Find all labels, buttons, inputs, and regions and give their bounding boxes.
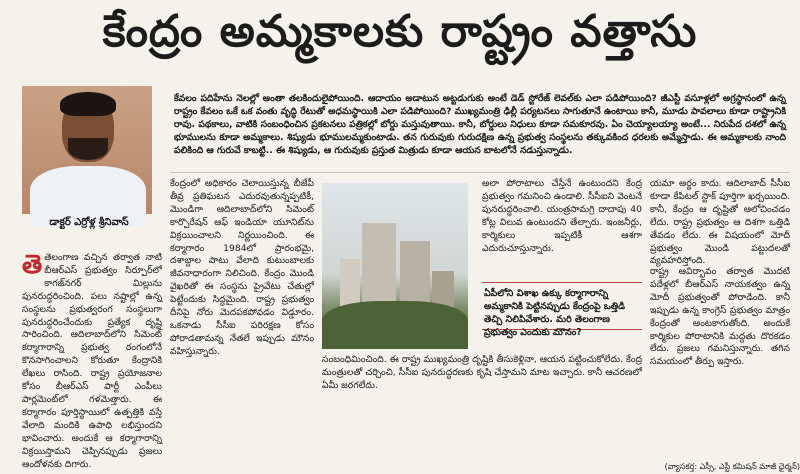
lead-paragraph: కేవలం పదిహేను నెలల్లో అంతా తలకిందులైపోయింది. ఆదాయం అడాటున అట్టడుగుకు అంటే డెడ్ స్టోరేజ్ లెవల్‌కు ఎలా పడిపోయింది? జీఎస్టీ వసూళ్లలో అగ్రస్థానంలో ఉన్న రాష్ట్రం కేవలం ఒకే ఒక వంతు వృద్ధి రేటుతో అధమస్థాయికి ఎలా పడిపోయింది? ముఖ్యమంత్రి ఢిల్లీ పర్యటనలు సాగుతూనే ఉంటాయి కానీ, మూడు పావలాలు కూడా రాష్ట్రానికి రావు. పథకాలు, వాటికి సంబంధించిన ప్రకటనలు పత్రికల్లో బోర్డు మస్తువుతాయి. కానీ, బోర్డులు నిధులు కూడా సమకూరవు. ఏం చెయ్యాలయ్యా అంటే... నిరుపేద దశలో ఉన్న భూములను కూడా అమ్మకాలు. శిష్యుడు భూములమ్మకుంటాడు. తన గురువుకు గురుదక్షిణ ఉన్న ప్రభుత్వ సంస్థలను తక్కువకింద ధరలకు అమ్మేస్తాడు. ఈ అమ్మకాలకు నాంది పలికింది ఆ గురువే కాబట్టి.. ఈ శిష్యుడు, ఆ గురువుకు ప్రస్తుత మిత్రుడు కూడా ఆయన బాటలోనే నడుస్తున్నాడు. — [174, 93, 786, 156]
column-3-top: అలా పోరాటాలు చేస్తేనే ఉంటుందని కేంద్ర ప్రభుత్వం గమనించి ఉండాలి. సీసీఐని వెంటనే పునరుద్ధరించాలి. యంత్రసామగ్రి దాదాపు 40 కోట్ల విలువ ఉంటుందని తేల్చారు. ఇంజనీర్లు, కార్మికులు ఇప్పటికీ ఆశగా ఎదురుచూస్తున్నారు. — [482, 178, 642, 254]
headline: కేంద్రం అమ్మకాలకు రాష్ట్రం వత్తాసు — [102, 6, 698, 57]
cement-factory-photo — [322, 183, 468, 349]
column-4-top: యమా అర్థం కాదు. ఆదిలాబాద్ సీసీఐ కూడా కేపిటల్ స్టాక్ పూర్తిగా ఖర్చయింది. కానీ, కేంద్రం ఆ దృష్టితో ఆలోచించడం లేదు. రాష్ట్ర ప్రభుత్వం ఆ దిశగా ఒత్తిడి తేవడం లేదు. ఈ విషయంలో మోదీ ప్రభుత్వం మొండి పట్టుదలతో వ్యవహరిస్తోంది. — [650, 178, 790, 267]
author-photo — [22, 86, 152, 214]
drop-cap: తె — [22, 250, 43, 280]
column-3-bottom: సంబంధిమించింది. ఈ రాష్ట్ర ముఖ్యమంత్రి దృష్టికి తీసుకెళ్లినా, ఆయన పట్టించుకోలేదు. కేంద్ర మంత్రులతో చర్చించి, సీసీఐ పునరుద్ధరణకు కృషి చేస్తామని మాట ఇచ్చారు. కానీ ఆచరణలో ఏమీ జరగలేదు. — [322, 354, 642, 391]
pull-quote: ఏపీలోని విశాఖ ఉక్కు కర్మాగారాన్ని అమ్మకానికి పెట్టినప్పుడు కేంద్రంపై ఒత్తిడి తెచ్చి నిలిపివేశారు. మరి తెలంగాణ ప్రభుత్వం ఎందుకు మౌనం? — [482, 282, 642, 330]
column-2: కేంద్రంలో అధికారం చెలాయిస్తున్న బీజేపీ తీవ్ర ప్రతిఘటన ఎదురవుతున్నప్పటికీ, మొండిగా ఆదిలాబాద్‌లోని సిమెంట్ కార్పొరేషన్ ఆఫ్ ఇండియా యూనిట్‌ను విక్రయించాలని నిర్ణయించింది. ఈ కర్మాగారం 1984లో ప్రారంభమై, దశాబ్దాల పాటు వేలాది కుటుంబాలకు జీవనాధారంగా నిలిచింది. కేంద్రం మొండి వైఖరితో ఈ సంస్థను ప్రైవేటు చేతుల్లో పెట్టేందుకు సిద్ధమైంది. రాష్ట్ర ప్రభుత్వం దీనిపై నోరు మెదపకపోవడం విడ్డూరం. ఒకనాడు సీసీఐ పరిరక్షణ కోసం పోరాడతామన్న నేతలే ఇప్పుడు మౌనం వహిస్తున్నారు. — [170, 178, 314, 357]
column-1: తెతెలంగాణ వచ్చిన తర్వాత నాటి బీఆర్ఎస్ ప్రభుత్వం సిర్పూర్‌లో కాగజ్‌నగర్ మిల్లును పునరుద్ధరించింది. పలు నష్టాల్లో ఉన్న సంస్థలను ప్రభుత్వరంగ సంస్థలుగా పునరుద్ధరించేందుకు ప్రత్యేక దృష్టి సారించింది. ఆదిలాబాద్‌లోని సిమెంట్ కర్మాగారాన్ని ప్రభుత్వ రంగంలోనే కొనసాగించాలని కోరుతూ కేంద్రానికి లేఖలు రాసింది. రాష్ట్ర ప్రయోజనాల కోసం బీఆర్ఎస్ పార్టీ ఎంపీలు పార్లమెంట్‌లో గళమెత్తారు. ఈ కర్మాగారం పూర్తిస్థాయిలో ఉత్పత్తికి వస్తే వేలాది మందికి ఉపాధి లభిస్తుందని భావించారు. అందుకే ఆ కర్మాగారాన్ని విక్రయిస్తామని చెప్పినప్పుడు ప్రజలు ఆందోళనకు దిగారు. — [22, 250, 162, 470]
byline: (వ్యాసకర్త: ఎస్సీ, ఎస్టీ కమిషన్ మాజీ ఛైర్మన్) — [664, 462, 800, 471]
divider — [170, 172, 790, 173]
author-name: డాక్టర్ ఎర్రోళ్ల శ్రీనివాస్ — [49, 217, 129, 228]
column-4-bottom: రాష్ట్ర ఆవిర్భావం తర్వాత మొదటి పదేళ్లలో బీఆర్ఎస్ నాయకత్వం ఉన్న మోదీ ప్రభుత్వంతో పోరాడింది. కానీ ఇప్పుడు ఉన్న కాంగ్రెస్ ప్రభుత్వం మాత్రం కేంద్రంతో అంటకాగుతోంది. అందుకే కార్మికుల పోరాటానికి మద్దతు దొరకడం లేదు. ప్రజలు గమనిస్తున్నారు. తగిన సమయంలో తీర్పు ఇస్తారు. — [650, 266, 790, 368]
